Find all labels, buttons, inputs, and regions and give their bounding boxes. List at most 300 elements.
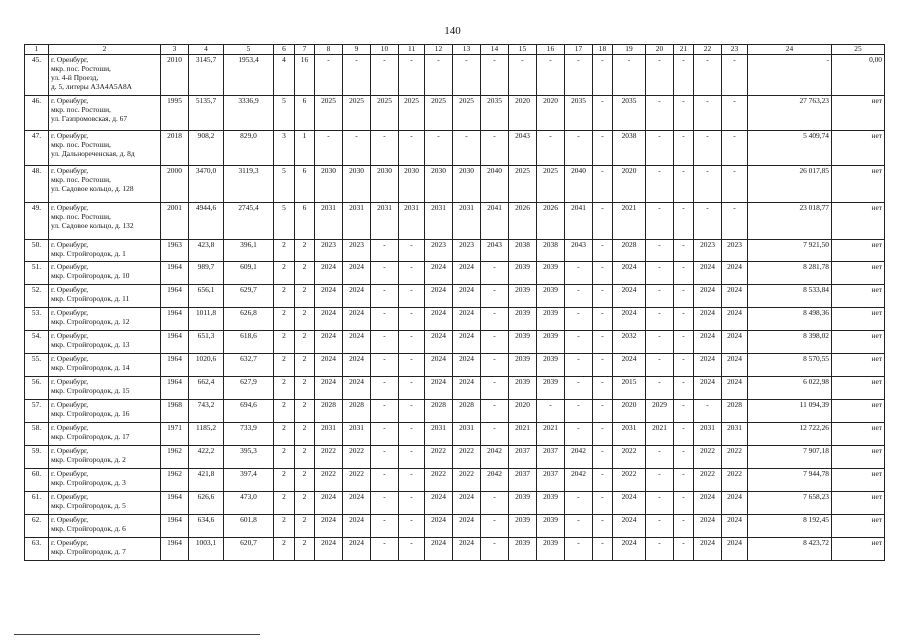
cell-col-3: 2010 <box>161 55 189 96</box>
cell-col-10: - <box>371 515 399 538</box>
cell-col-9: 2022 <box>343 469 371 492</box>
cell-col-11: - <box>399 492 425 515</box>
cell-col-10: - <box>371 308 399 331</box>
cell-col-7: 2 <box>295 331 315 354</box>
cell-col-21: - <box>674 96 694 131</box>
cell-col-3: 1962 <box>161 446 189 469</box>
cell-col-5: 694,6 <box>224 400 274 423</box>
cell-col-10: - <box>371 423 399 446</box>
cell-col-15: 2039 <box>509 331 537 354</box>
cell-col-21: - <box>674 538 694 561</box>
cell-col-10: - <box>371 377 399 400</box>
cell-col-11: - <box>399 308 425 331</box>
table-row <box>25 538 885 561</box>
cell-col-25: нет <box>832 492 885 515</box>
cell-col-8: 2024 <box>315 308 343 331</box>
cell-col-16: 2037 <box>537 446 565 469</box>
cell-col-3: 1964 <box>161 354 189 377</box>
cell-col-20: - <box>646 262 674 285</box>
cell-col-18: - <box>593 240 613 262</box>
cell-col-13: 2023 <box>453 240 481 262</box>
cell-col-14: - <box>481 354 509 377</box>
table-row <box>25 55 885 96</box>
table-row <box>25 354 885 377</box>
cell-col-14: 2035 <box>481 96 509 131</box>
cell-col-19: 2024 <box>613 262 646 285</box>
cell-col-6: 4 <box>274 55 295 96</box>
address-line: г. Оренбург, <box>51 515 89 524</box>
cell-col-12: 2031 <box>425 203 453 240</box>
cell-col-13: 2024 <box>453 262 481 285</box>
cell-col-13: 2022 <box>453 469 481 492</box>
cell-col-19: 2028 <box>613 240 646 262</box>
cell-col-9: 2031 <box>343 203 371 240</box>
cell-col-11: - <box>399 262 425 285</box>
cell-col-22: 2024 <box>694 354 722 377</box>
address-line: мкр. Стройгородок, д. 14 <box>51 363 130 372</box>
cell-col-11: - <box>399 446 425 469</box>
row-number: 48. <box>25 166 49 203</box>
cell-col-6: 2 <box>274 354 295 377</box>
table-row <box>25 331 885 354</box>
cell-col-3: 1964 <box>161 262 189 285</box>
cell-col-8: 2031 <box>315 203 343 240</box>
cell-col-18: - <box>593 377 613 400</box>
cell-col-13: 2022 <box>453 446 481 469</box>
row-number: 46. <box>25 96 49 131</box>
cell-col-10: - <box>371 55 399 96</box>
address-cell <box>49 262 161 285</box>
cell-col-14: - <box>481 492 509 515</box>
cell-col-24: 8 398,02 <box>748 331 832 354</box>
cell-col-17: - <box>565 515 593 538</box>
address-line: мкр. Стройгородок, д. 11 <box>51 294 130 303</box>
cell-col-15: 2038 <box>509 240 537 262</box>
cell-col-23: 2024 <box>722 331 748 354</box>
cell-col-4: 3145,7 <box>189 55 224 96</box>
cell-col-9: 2025 <box>343 96 371 131</box>
column-header-1: 1 <box>25 45 49 55</box>
cell-col-15: 2039 <box>509 492 537 515</box>
cell-col-6: 5 <box>274 166 295 203</box>
cell-col-7: 6 <box>295 96 315 131</box>
cell-col-5: 473,0 <box>224 492 274 515</box>
address-line: мкр. Стройгородок, д. 6 <box>51 524 126 533</box>
address-line: мкр. Стройгородок, д. 2 <box>51 455 126 464</box>
address-cell <box>49 131 161 166</box>
cell-col-9: 2024 <box>343 492 371 515</box>
address-line: г. Оренбург, <box>51 331 89 340</box>
address-line: мкр. пос. Ростоши, <box>51 175 111 184</box>
cell-col-16: 2039 <box>537 354 565 377</box>
cell-col-10: - <box>371 492 399 515</box>
cell-col-3: 1963 <box>161 240 189 262</box>
cell-col-7: 2 <box>295 400 315 423</box>
cell-col-9: 2024 <box>343 377 371 400</box>
address-line: г. Оренбург, <box>51 131 89 140</box>
cell-col-15: 2025 <box>509 166 537 203</box>
table-row <box>25 262 885 285</box>
address-cell <box>49 331 161 354</box>
cell-col-10: - <box>371 538 399 561</box>
cell-col-10: - <box>371 131 399 166</box>
cell-col-7: 2 <box>295 240 315 262</box>
cell-col-16: 2039 <box>537 285 565 308</box>
column-header-25: 25 <box>832 45 885 55</box>
address-line: мкр. Стройгородок, д. 12 <box>51 317 130 326</box>
cell-col-10: 2025 <box>371 96 399 131</box>
column-header-23: 23 <box>722 45 748 55</box>
cell-col-4: 662,4 <box>189 377 224 400</box>
cell-col-11: - <box>399 423 425 446</box>
cell-col-21: - <box>674 469 694 492</box>
cell-col-8: 2022 <box>315 469 343 492</box>
cell-col-22: 2024 <box>694 308 722 331</box>
cell-col-5: 627,9 <box>224 377 274 400</box>
cell-col-19: 2024 <box>613 492 646 515</box>
cell-col-17: - <box>565 492 593 515</box>
cell-col-17: - <box>565 400 593 423</box>
cell-col-22: 2024 <box>694 262 722 285</box>
cell-col-14: - <box>481 515 509 538</box>
cell-col-25: нет <box>832 285 885 308</box>
cell-col-11: - <box>399 285 425 308</box>
cell-col-18: - <box>593 203 613 240</box>
table-row <box>25 308 885 331</box>
cell-col-12: 2024 <box>425 331 453 354</box>
table-row <box>25 203 885 240</box>
cell-col-25: нет <box>832 469 885 492</box>
cell-col-23: - <box>722 96 748 131</box>
cell-col-24: 6 022,98 <box>748 377 832 400</box>
address-cell <box>49 166 161 203</box>
cell-col-19: 2024 <box>613 515 646 538</box>
cell-col-13: 2024 <box>453 331 481 354</box>
cell-col-6: 2 <box>274 240 295 262</box>
cell-col-7: 2 <box>295 423 315 446</box>
cell-col-21: - <box>674 377 694 400</box>
cell-col-4: 1020,6 <box>189 354 224 377</box>
cell-col-3: 1964 <box>161 538 189 561</box>
cell-col-3: 1964 <box>161 331 189 354</box>
cell-col-15: 2020 <box>509 400 537 423</box>
cell-col-12: 2024 <box>425 515 453 538</box>
cell-col-10: - <box>371 354 399 377</box>
cell-col-11: - <box>399 400 425 423</box>
cell-col-18: - <box>593 166 613 203</box>
cell-col-22: 2024 <box>694 515 722 538</box>
cell-col-4: 634,6 <box>189 515 224 538</box>
cell-col-16: 2039 <box>537 538 565 561</box>
cell-col-22: 2024 <box>694 492 722 515</box>
cell-col-19: 2022 <box>613 446 646 469</box>
address-cell <box>49 538 161 561</box>
cell-col-18: - <box>593 492 613 515</box>
cell-col-6: 2 <box>274 446 295 469</box>
cell-col-25: нет <box>832 308 885 331</box>
cell-col-4: 1003,1 <box>189 538 224 561</box>
address-line: мкр. Стройгородок, д. 3 <box>51 478 126 487</box>
cell-col-20: 2029 <box>646 400 674 423</box>
cell-col-9: 2024 <box>343 515 371 538</box>
row-number: 56. <box>25 377 49 400</box>
cell-col-3: 1995 <box>161 96 189 131</box>
cell-col-16: 2021 <box>537 423 565 446</box>
cell-col-21: - <box>674 515 694 538</box>
cell-col-6: 2 <box>274 492 295 515</box>
cell-col-23: 2024 <box>722 515 748 538</box>
cell-col-21: - <box>674 55 694 96</box>
cell-col-13: 2024 <box>453 492 481 515</box>
cell-col-25: нет <box>832 240 885 262</box>
cell-col-12: 2024 <box>425 492 453 515</box>
cell-col-10: - <box>371 240 399 262</box>
cell-col-21: - <box>674 203 694 240</box>
page-number: 140 <box>444 25 461 37</box>
cell-col-11: - <box>399 354 425 377</box>
column-number-header-row <box>25 45 885 55</box>
cell-col-20: 2021 <box>646 423 674 446</box>
cell-col-4: 908,2 <box>189 131 224 166</box>
cell-col-16: - <box>537 55 565 96</box>
cell-col-9: - <box>343 55 371 96</box>
cell-col-15: 2037 <box>509 446 537 469</box>
cell-col-4: 422,2 <box>189 446 224 469</box>
cell-col-16: 2038 <box>537 240 565 262</box>
cell-col-10: - <box>371 331 399 354</box>
address-line: мкр. Стройгородок, д. 5 <box>51 501 126 510</box>
cell-col-19: 2024 <box>613 285 646 308</box>
cell-col-14: - <box>481 262 509 285</box>
cell-col-13: 2025 <box>453 96 481 131</box>
table-row <box>25 400 885 423</box>
table-row <box>25 166 885 203</box>
cell-col-5: 629,7 <box>224 285 274 308</box>
cell-col-24: 7 907,18 <box>748 446 832 469</box>
address-line: г. Оренбург, <box>51 285 89 294</box>
cell-col-10: - <box>371 400 399 423</box>
cell-col-19: 2020 <box>613 400 646 423</box>
cell-col-20: - <box>646 55 674 96</box>
cell-col-13: 2024 <box>453 538 481 561</box>
cell-col-22: - <box>694 400 722 423</box>
cell-col-25: нет <box>832 96 885 131</box>
cell-col-17: - <box>565 354 593 377</box>
address-line: мкр. пос. Ростоши, <box>51 105 111 114</box>
address-line: г. Оренбург, <box>51 400 89 409</box>
row-number: 47. <box>25 131 49 166</box>
cell-col-6: 2 <box>274 377 295 400</box>
table-row <box>25 285 885 308</box>
cell-col-21: - <box>674 423 694 446</box>
cell-col-4: 989,7 <box>189 262 224 285</box>
cell-col-13: 2024 <box>453 308 481 331</box>
cell-col-15: 2043 <box>509 131 537 166</box>
cell-col-15: 2039 <box>509 515 537 538</box>
cell-col-15: 2039 <box>509 262 537 285</box>
cell-col-8: 2024 <box>315 262 343 285</box>
cell-col-17: - <box>565 55 593 96</box>
cell-col-3: 1964 <box>161 377 189 400</box>
cell-col-11: 2031 <box>399 203 425 240</box>
cell-col-13: 2024 <box>453 285 481 308</box>
cell-col-21: - <box>674 446 694 469</box>
address-line: мкр. пос. Ростоши, <box>51 140 111 149</box>
cell-col-22: 2024 <box>694 377 722 400</box>
cell-col-9: 2022 <box>343 446 371 469</box>
cell-col-21: - <box>674 492 694 515</box>
cell-col-22: 2023 <box>694 240 722 262</box>
address-line: мкр. пос. Ростоши, <box>51 212 111 221</box>
column-header-6: 6 <box>274 45 295 55</box>
cell-col-8: 2024 <box>315 492 343 515</box>
cell-col-18: - <box>593 131 613 166</box>
column-header-18: 18 <box>593 45 613 55</box>
cell-col-5: 3336,9 <box>224 96 274 131</box>
cell-col-15: 2021 <box>509 423 537 446</box>
column-header-7: 7 <box>295 45 315 55</box>
address-line: ул. 4-й Проезд, <box>51 73 99 82</box>
cell-col-12: - <box>425 55 453 96</box>
table-row <box>25 131 885 166</box>
cell-col-19: 2015 <box>613 377 646 400</box>
row-number: 52. <box>25 285 49 308</box>
cell-col-24: 8 192,45 <box>748 515 832 538</box>
table-row <box>25 446 885 469</box>
cell-col-18: - <box>593 285 613 308</box>
address-cell <box>49 285 161 308</box>
cell-col-6: 2 <box>274 400 295 423</box>
cell-col-8: 2024 <box>315 331 343 354</box>
cell-col-4: 656,1 <box>189 285 224 308</box>
column-header-15: 15 <box>509 45 537 55</box>
cell-col-17: 2043 <box>565 240 593 262</box>
cell-col-14: - <box>481 285 509 308</box>
cell-col-4: 3470,0 <box>189 166 224 203</box>
cell-col-14: - <box>481 538 509 561</box>
cell-col-8: 2024 <box>315 354 343 377</box>
cell-col-21: - <box>674 166 694 203</box>
cell-col-18: - <box>593 96 613 131</box>
cell-col-8: 2031 <box>315 423 343 446</box>
address-line: г. Оренбург, <box>51 262 89 271</box>
cell-col-4: 626,6 <box>189 492 224 515</box>
cell-col-25: нет <box>832 400 885 423</box>
cell-col-17: - <box>565 331 593 354</box>
building-schedule-table <box>24 44 885 561</box>
cell-col-18: - <box>593 538 613 561</box>
footer-rule <box>14 634 260 635</box>
cell-col-10: 2031 <box>371 203 399 240</box>
cell-col-12: 2030 <box>425 166 453 203</box>
cell-col-13: 2024 <box>453 354 481 377</box>
cell-col-7: 1 <box>295 131 315 166</box>
address-line: г. Оренбург, <box>51 377 89 386</box>
cell-col-13: 2028 <box>453 400 481 423</box>
cell-col-6: 2 <box>274 285 295 308</box>
row-number: 58. <box>25 423 49 446</box>
cell-col-6: 2 <box>274 469 295 492</box>
cell-col-7: 16 <box>295 55 315 96</box>
cell-col-23: 2024 <box>722 285 748 308</box>
row-number: 53. <box>25 308 49 331</box>
cell-col-3: 1964 <box>161 308 189 331</box>
cell-col-14: - <box>481 377 509 400</box>
cell-col-20: - <box>646 446 674 469</box>
cell-col-14: 2041 <box>481 203 509 240</box>
column-header-10: 10 <box>371 45 399 55</box>
cell-col-14: 2042 <box>481 469 509 492</box>
cell-col-21: - <box>674 262 694 285</box>
cell-col-21: - <box>674 240 694 262</box>
cell-col-18: - <box>593 262 613 285</box>
row-number: 59. <box>25 446 49 469</box>
cell-col-23: 2031 <box>722 423 748 446</box>
address-line: г. Оренбург, <box>51 166 89 175</box>
cell-col-11: - <box>399 469 425 492</box>
row-number: 57. <box>25 400 49 423</box>
address-line: г. Оренбург, <box>51 203 89 212</box>
row-number: 61. <box>25 492 49 515</box>
address-line: ул. Газпромовская, д. 67 <box>51 114 128 123</box>
cell-col-25: нет <box>832 446 885 469</box>
cell-col-21: - <box>674 285 694 308</box>
cell-col-22: 2031 <box>694 423 722 446</box>
cell-col-17: 2042 <box>565 469 593 492</box>
cell-col-3: 1964 <box>161 515 189 538</box>
cell-col-25: нет <box>832 166 885 203</box>
row-number: 60. <box>25 469 49 492</box>
cell-col-6: 2 <box>274 308 295 331</box>
address-line: мкр. Стройгородок, д. 16 <box>51 409 130 418</box>
cell-col-12: 2025 <box>425 96 453 131</box>
address-line: мкр. Стройгородок, д. 7 <box>51 547 126 556</box>
cell-col-15: 2037 <box>509 469 537 492</box>
cell-col-9: 2024 <box>343 331 371 354</box>
cell-col-6: 5 <box>274 203 295 240</box>
cell-col-7: 2 <box>295 285 315 308</box>
cell-col-7: 2 <box>295 446 315 469</box>
cell-col-12: 2024 <box>425 354 453 377</box>
cell-col-16: 2039 <box>537 515 565 538</box>
column-header-11: 11 <box>399 45 425 55</box>
cell-col-21: - <box>674 131 694 166</box>
cell-col-4: 5135,7 <box>189 96 224 131</box>
cell-col-7: 2 <box>295 492 315 515</box>
cell-col-23: 2023 <box>722 240 748 262</box>
cell-col-20: - <box>646 538 674 561</box>
cell-col-19: 2032 <box>613 331 646 354</box>
cell-col-23: 2024 <box>722 308 748 331</box>
address-line: г. Оренбург, <box>51 308 89 317</box>
cell-col-7: 2 <box>295 538 315 561</box>
cell-col-20: - <box>646 166 674 203</box>
row-number: 45. <box>25 55 49 96</box>
cell-col-12: 2022 <box>425 469 453 492</box>
cell-col-17: 2041 <box>565 203 593 240</box>
cell-col-25: нет <box>832 538 885 561</box>
cell-col-20: - <box>646 515 674 538</box>
row-number: 54. <box>25 331 49 354</box>
cell-col-24: - <box>748 55 832 96</box>
cell-col-14: - <box>481 131 509 166</box>
column-header-16: 16 <box>537 45 565 55</box>
address-cell <box>49 446 161 469</box>
cell-col-12: 2024 <box>425 262 453 285</box>
cell-col-14: - <box>481 400 509 423</box>
cell-col-24: 11 094,39 <box>748 400 832 423</box>
cell-col-3: 1971 <box>161 423 189 446</box>
